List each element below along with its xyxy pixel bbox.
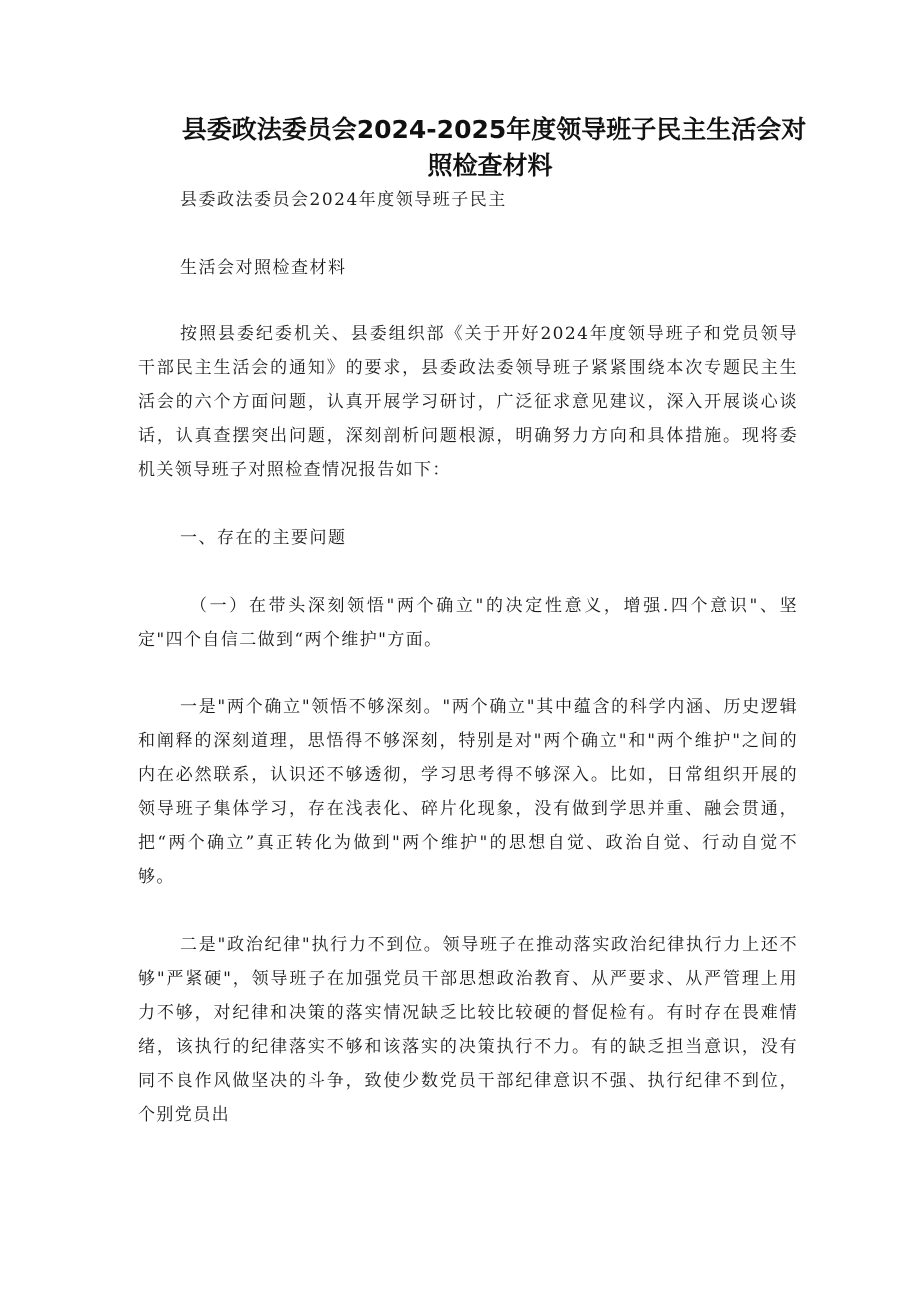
subsection-paragraph-1: （一）在带头深刻领悟"两个确立"的决定性意义，增强.四个意识"、坚定"四个自信二做到“两个维护"方面。: [138, 596, 798, 650]
point-paragraph-1: 一是"两个确立"领悟不够深刻。"两个确立"其中蕴含的科学内涵、历史逻辑和阐释的深刻道理，思悟得不够深刻，特别是对"两个确立"和"两个维护"之间的内在必然联系，认识还不够透彻，学习思考得不够深入。比如，日常组织开展的领导班子集体学习，存在浅表化、碎片化现象，没有做到学思并重、融会贯通，把“两个确立”真正转化为做到"两个维护"的思想自觉、政治自觉、行动自觉不够。: [138, 697, 798, 887]
title-line-1: 县委政法委员会2024-2025年度领导班子民主生活会对: [181, 115, 807, 144]
intro-paragraph: 按照县委纪委机关、县委组织部《关于开好2024年度领导班子和党员领导干部民主生活会的通知》的要求，县委政法委领导班子紧紧围绕本次专题民主生活会的六个方面问题，认真开展学习研讨，广泛征求意见建议，深入开展谈心谈话，认真查摆突出问题，深刻剖析问题根源，明确努力方向和具体措施。现将委机关领导班子对照检查情况报告如下：: [138, 324, 798, 480]
subtitle-line-1: 县委政法委员会2024年度领导班子民主: [180, 190, 507, 210]
section-heading-1: 一、存在的主要问题: [180, 528, 347, 548]
point-paragraph-2: 二是"政治纪律"执行力不到位。领导班子在推动落实政治纪律执行力上还不够"严紧硬"，领导班子在加强党员干部思想政治教育、从严要求、从严管理上用力不够，对纪律和决策的落实情况缺乏比较比较硬的督促检有。有时存在畏难情绪，该执行的纪律落实不够和该落实的决策执行不力。有的缺乏担当意识，没有同不良作风做坚决的斗争，致使少数党员干部纪律意识不强、执行纪律不到位，个别党员出: [138, 935, 798, 1125]
document-title: [140, 112, 840, 184]
subtitle-line-2: 生活会对照检查材料: [180, 258, 347, 278]
title-line-2: 照检查材料: [427, 151, 553, 180]
